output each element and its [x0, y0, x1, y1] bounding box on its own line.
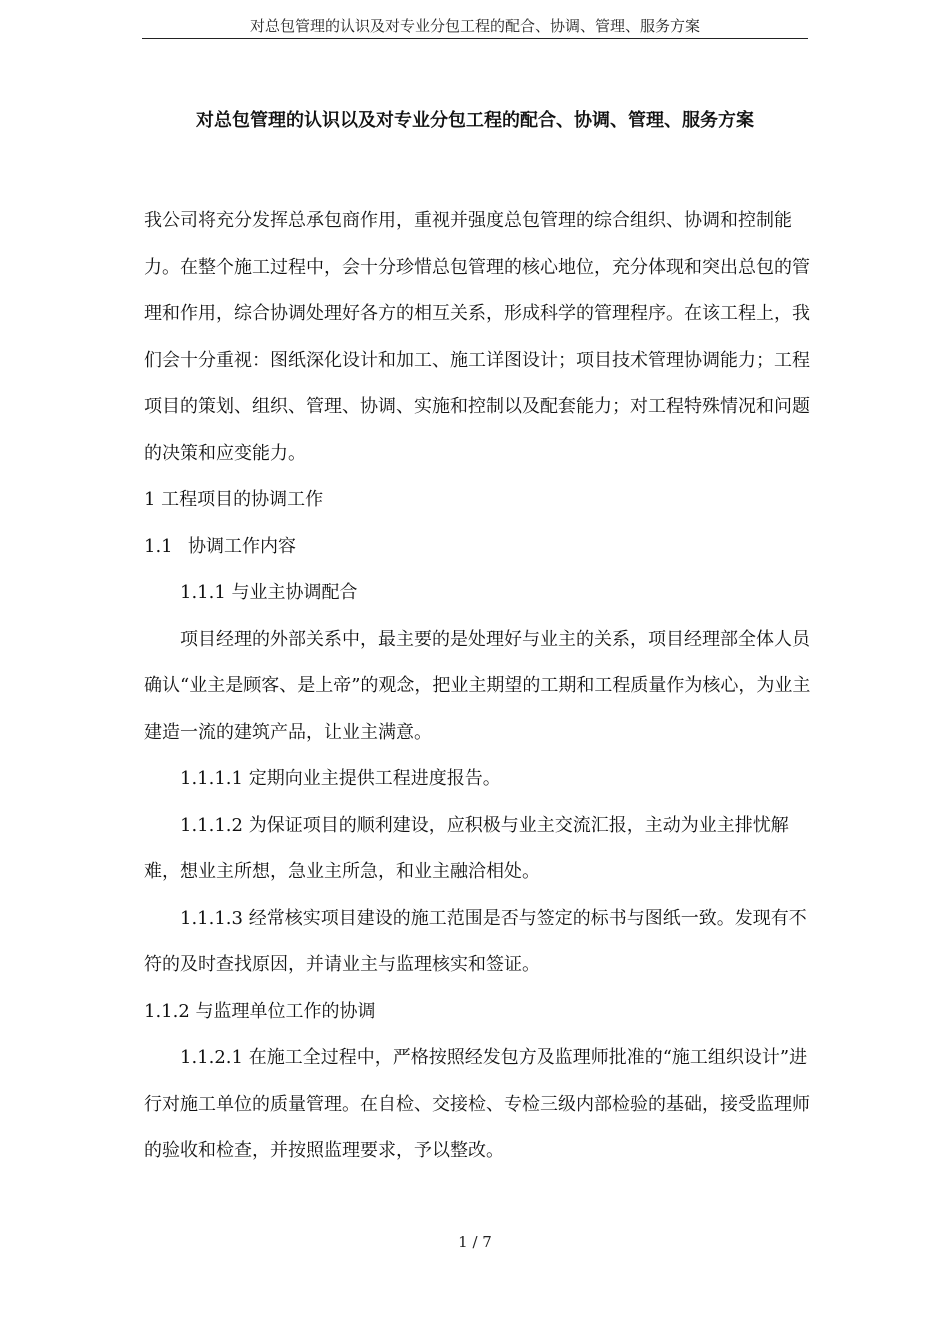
- running-header-title: 对总包管理的认识及对专业分包工程的配合、协调、管理、服务方案: [249, 17, 700, 35]
- document-body: [144, 198, 816, 1175]
- item-1-1-1-3: 1.1.1.3 经常核实项目建设的施工范围是否与签定的标书与图纸一致。发现有不符的及时查找原因，并请业主与监理核实和签证。: [144, 907, 807, 975]
- section-heading-1-1: [144, 524, 816, 571]
- section-number-1-1: 1.1: [144, 535, 173, 557]
- page-number: 1 / 7: [458, 1233, 492, 1251]
- section-text-1-1: 协调工作内容: [188, 535, 296, 557]
- document-title: 对总包管理的认识以及对专业分包工程的配合、协调、管理、服务方案: [196, 110, 754, 131]
- section-heading-1-1-2: 1.1.2 与监理单位工作的协调: [144, 1000, 376, 1022]
- item-1-1-1-2: 1.1.1.2 为保证项目的顺利建设，应积极与业主交流汇报，主动为业主排忧解难，想业主所想，急业主所急，和业主融洽相处。: [144, 814, 789, 882]
- intro-paragraph: 我公司将充分发挥总承包商作用，重视并强度总包管理的综合组织、协调和控制能力。在整个施工过程中，会十分珍惜总包管理的核心地位，充分体现和突出总包的管理和作用，综合协调处理好各方的相互关系，形成科学的管理程序。在该工程上，我们会十分重视：图纸深化设计和加工、施工详图设计；项目技术管理协调能力；工程项目的策划、组织、管理、协调、实施和控制以及配套能力；对工程特殊情况和问题的决策和应变能力。: [144, 210, 810, 464]
- item-1-1-1-1: 1.1.1.1 定期向业主提供工程进度报告。: [180, 768, 501, 789]
- running-header: [142, 14, 808, 39]
- owner-relations-paragraph: 项目经理的外部关系中，最主要的是处理好与业主的关系，项目经理部全体人员确认“业主是顾客、是上帝”的观念，把业主期望的工期和工程质量作为核心，为业主建造一流的建筑产品，让业主满意。: [144, 628, 811, 743]
- section-heading-1-1-1: 1.1.1 与业主协调配合: [180, 582, 358, 603]
- section-heading-1: 1 工程项目的协调工作: [144, 489, 324, 510]
- item-1-1-2-1: 1.1.2.1 在施工全过程中，严格按照经发包方及监理师批准的“施工组织设计”进行对施工单位的质量管理。在自检、交接检、专检三级内部检验的基础，接受监理师的验收和检查，并按照监理要求，予以整改。: [144, 1047, 810, 1161]
